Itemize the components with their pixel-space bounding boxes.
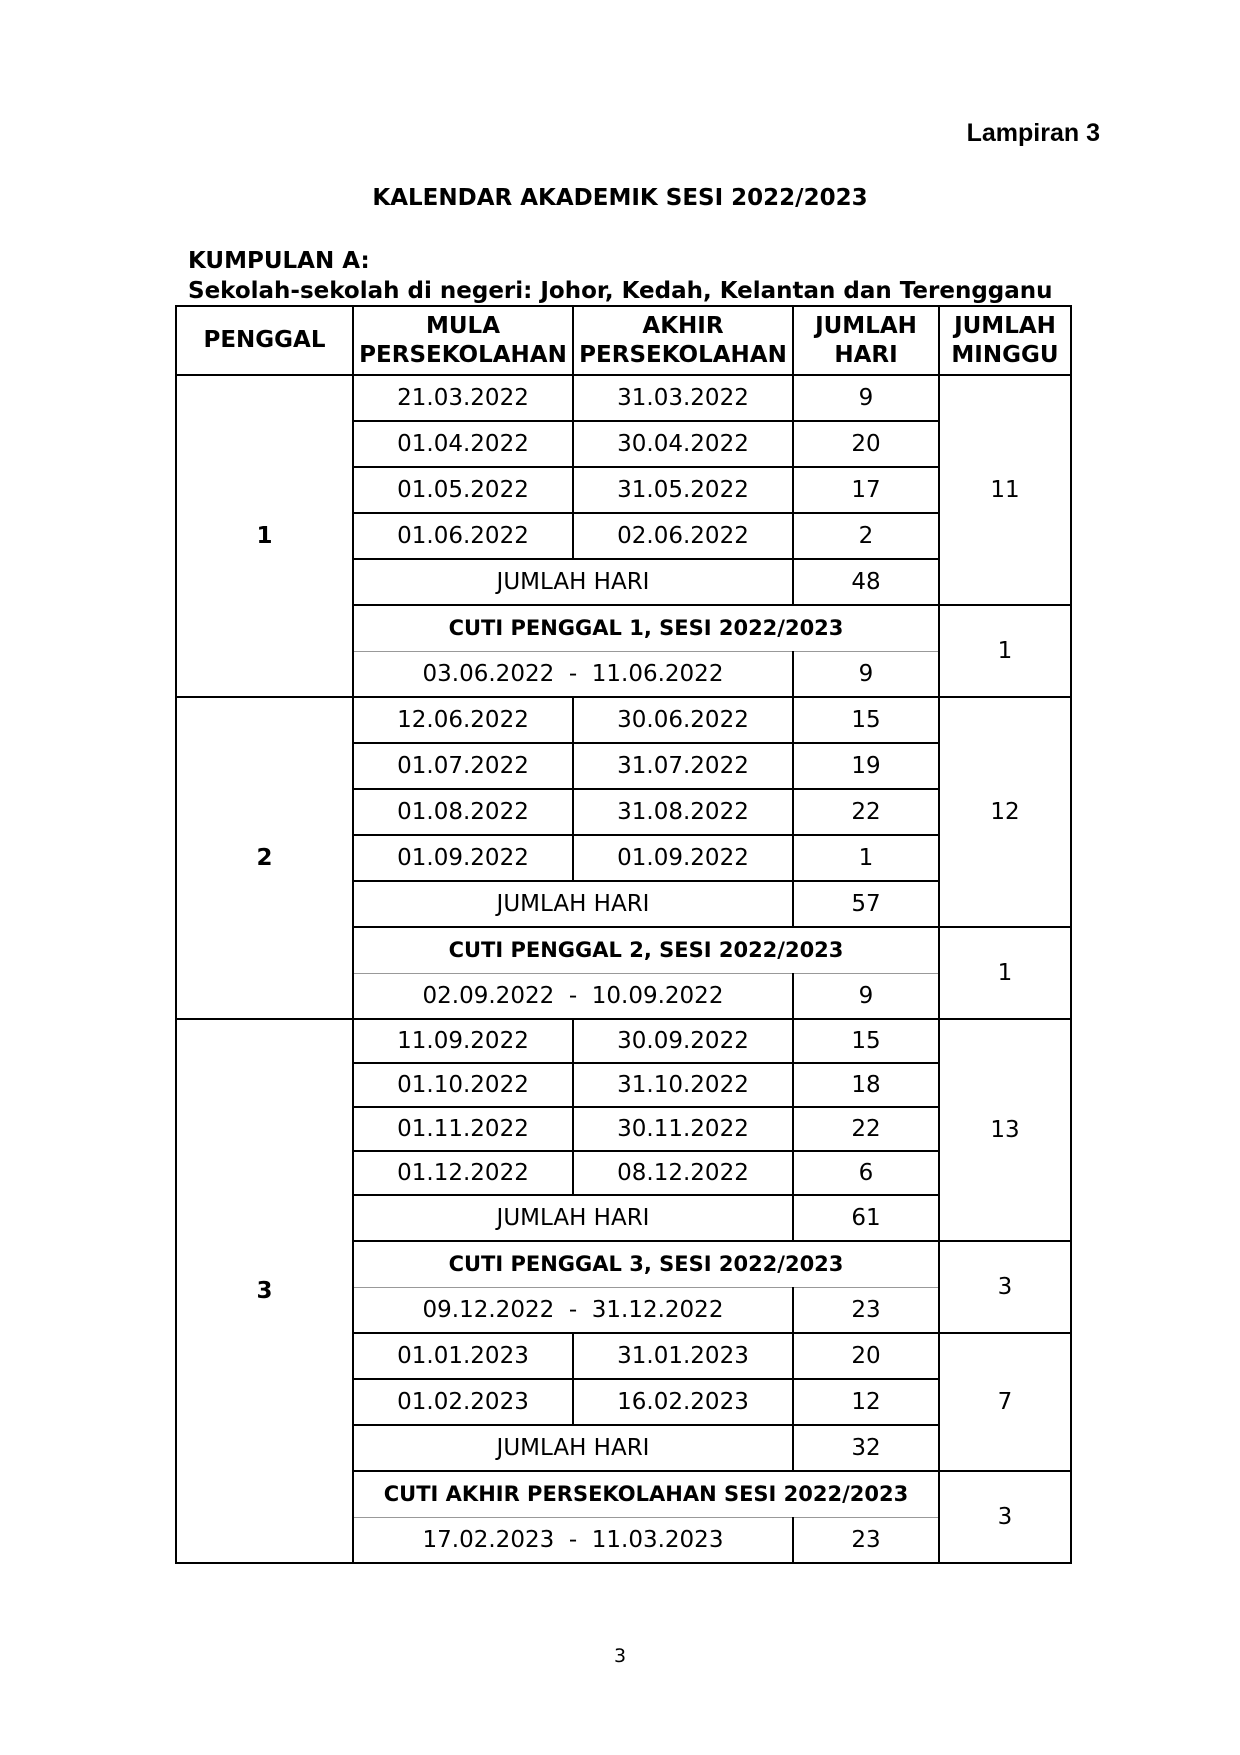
header-jumlah-minggu: JUMLAH MINGGU bbox=[939, 306, 1071, 375]
total-days: 48 bbox=[793, 559, 939, 605]
table-cell: 19 bbox=[793, 743, 939, 789]
table-cell: 22 bbox=[793, 789, 939, 835]
cuti-weeks: 3 bbox=[939, 1471, 1071, 1563]
cuti-weeks: 1 bbox=[939, 605, 1071, 697]
table-cell: 31.07.2022 bbox=[573, 743, 793, 789]
term-3-cell: 3 bbox=[176, 1019, 353, 1563]
table-cell: 18 bbox=[793, 1063, 939, 1107]
table-cell: 01.01.2023 bbox=[353, 1333, 573, 1379]
table-header-row bbox=[176, 306, 1071, 375]
table-cell: 16.02.2023 bbox=[573, 1379, 793, 1425]
table-cell: 01.07.2022 bbox=[353, 743, 573, 789]
total-label: JUMLAH HARI bbox=[353, 1195, 793, 1241]
header-mula: MULA PERSEKOLAHAN bbox=[353, 306, 573, 375]
table-cell: 9 bbox=[793, 375, 939, 421]
table-cell: 21.03.2022 bbox=[353, 375, 573, 421]
table-cell: 08.12.2022 bbox=[573, 1151, 793, 1195]
total-label: JUMLAH HARI bbox=[353, 881, 793, 927]
table-cell: 12.06.2022 bbox=[353, 697, 573, 743]
table-cell: 01.09.2022 bbox=[573, 835, 793, 881]
cuti-days: 23 bbox=[793, 1517, 939, 1563]
table-cell: 01.12.2022 bbox=[353, 1151, 573, 1195]
table-cell: 15 bbox=[793, 1019, 939, 1063]
table-cell: 01.04.2022 bbox=[353, 421, 573, 467]
cuti-title: CUTI PENGGAL 3, SESI 2022/2023 bbox=[353, 1241, 939, 1287]
table-cell: 31.10.2022 bbox=[573, 1063, 793, 1107]
table-cell: 2 bbox=[793, 513, 939, 559]
table-cell: 01.09.2022 bbox=[353, 835, 573, 881]
term-1-cell: 1 bbox=[176, 375, 353, 697]
table-cell: 01.02.2023 bbox=[353, 1379, 573, 1425]
table-cell: 22 bbox=[793, 1107, 939, 1151]
total-days: 32 bbox=[793, 1425, 939, 1471]
cuti-range: 09.12.2022 - 31.12.2022 bbox=[353, 1287, 793, 1333]
table-cell: 31.03.2022 bbox=[573, 375, 793, 421]
table-cell: 31.01.2023 bbox=[573, 1333, 793, 1379]
table-cell: 02.06.2022 bbox=[573, 513, 793, 559]
header-penggal: PENGGAL bbox=[176, 306, 353, 375]
cuti-days: 9 bbox=[793, 651, 939, 697]
cuti-title: CUTI PENGGAL 2, SESI 2022/2023 bbox=[353, 927, 939, 973]
weeks-cell: 13 bbox=[939, 1019, 1071, 1241]
total-days: 61 bbox=[793, 1195, 939, 1241]
weeks-cell: 7 bbox=[939, 1333, 1071, 1471]
term-2-cell: 2 bbox=[176, 697, 353, 1019]
cuti-range: 02.09.2022 - 10.09.2022 bbox=[353, 973, 793, 1019]
table-cell: 01.10.2022 bbox=[353, 1063, 573, 1107]
group-heading bbox=[188, 246, 1053, 306]
cuti-weeks: 1 bbox=[939, 927, 1071, 1019]
cuti-range: 03.06.2022 - 11.06.2022 bbox=[353, 651, 793, 697]
annex-label: Lampiran 3 bbox=[966, 119, 1100, 147]
cuti-weeks: 3 bbox=[939, 1241, 1071, 1333]
group-states: Sekolah-sekolah di negeri: Johor, Kedah, Kelantan dan Terengganu bbox=[188, 278, 1053, 304]
cuti-akhir-title: CUTI AKHIR PERSEKOLAHAN SESI 2022/2023 bbox=[353, 1471, 939, 1517]
table-cell: 12 bbox=[793, 1379, 939, 1425]
table-cell: 30.06.2022 bbox=[573, 697, 793, 743]
table-cell: 30.11.2022 bbox=[573, 1107, 793, 1151]
table-cell: 30.04.2022 bbox=[573, 421, 793, 467]
table-cell: 6 bbox=[793, 1151, 939, 1195]
header-akhir: AKHIR PERSEKOLAHAN bbox=[573, 306, 793, 375]
table-cell: 11.09.2022 bbox=[353, 1019, 573, 1063]
total-label: JUMLAH HARI bbox=[353, 1425, 793, 1471]
page-number: 3 bbox=[613, 1645, 627, 1667]
table-cell: 31.08.2022 bbox=[573, 789, 793, 835]
total-days: 57 bbox=[793, 881, 939, 927]
page-title: KALENDAR AKADEMIK SESI 2022/2023 bbox=[372, 185, 868, 211]
table-cell: 1 bbox=[793, 835, 939, 881]
weeks-cell: 12 bbox=[939, 697, 1071, 927]
table-cell: 31.05.2022 bbox=[573, 467, 793, 513]
group-label: KUMPULAN A: bbox=[188, 248, 370, 274]
header-jumlah-hari: JUMLAH HARI bbox=[793, 306, 939, 375]
table-cell: 20 bbox=[793, 1333, 939, 1379]
table-cell: 17 bbox=[793, 467, 939, 513]
table-cell: 01.08.2022 bbox=[353, 789, 573, 835]
table-cell: 15 bbox=[793, 697, 939, 743]
table-row bbox=[176, 375, 1071, 421]
table-cell: 30.09.2022 bbox=[573, 1019, 793, 1063]
table-row bbox=[176, 697, 1071, 743]
table-cell: 01.11.2022 bbox=[353, 1107, 573, 1151]
academic-calendar-table bbox=[175, 305, 1072, 1564]
cuti-days: 23 bbox=[793, 1287, 939, 1333]
cuti-days: 9 bbox=[793, 973, 939, 1019]
cuti-range: 17.02.2023 - 11.03.2023 bbox=[353, 1517, 793, 1563]
table-cell: 01.05.2022 bbox=[353, 467, 573, 513]
cuti-title: CUTI PENGGAL 1, SESI 2022/2023 bbox=[353, 605, 939, 651]
table-cell: 20 bbox=[793, 421, 939, 467]
weeks-cell: 11 bbox=[939, 375, 1071, 605]
table-row bbox=[176, 1019, 1071, 1063]
total-label: JUMLAH HARI bbox=[353, 559, 793, 605]
table-cell: 01.06.2022 bbox=[353, 513, 573, 559]
